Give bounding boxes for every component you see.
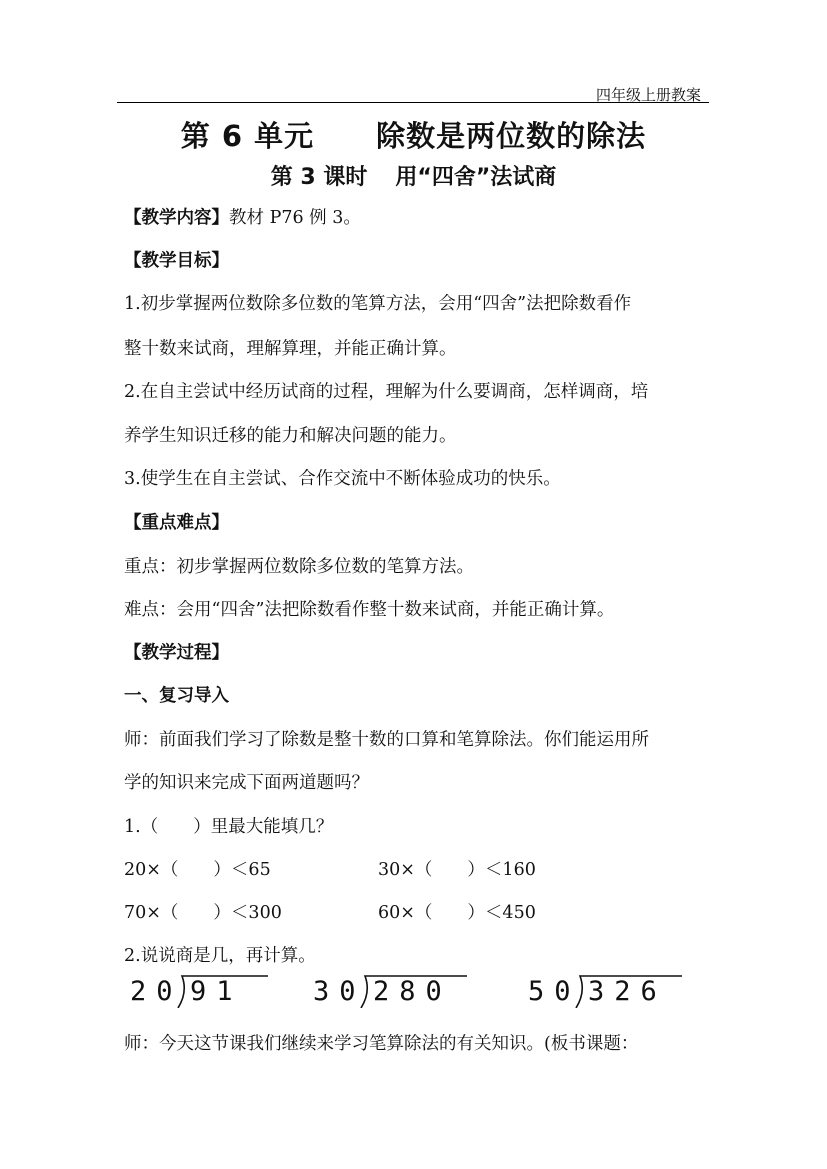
equation-2: 30×（ ）＜160 (378, 860, 536, 880)
dividend: 91 (190, 976, 243, 1007)
lesson-title (0, 160, 827, 191)
goals-heading: 【教学目标】 (124, 251, 229, 271)
goal-2-line-b: 养学生知识迁移的能力和解决问题的能力。 (124, 426, 457, 446)
equation-4: 60×（ ）＜450 (378, 903, 536, 923)
difficult-point: 难点：会用“四舍”法把除数看作整十数来试商，并能正确计算。 (124, 600, 615, 620)
section-review-intro: 一、复习导入 (124, 686, 229, 706)
goal-2-line-a: 2.在自主尝试中经历试商的过程，理解为什么要调商，怎样调商，培 (124, 382, 649, 402)
goal-3: 3.使学生在自主尝试、合作交流中不断体验成功的快乐。 (124, 469, 561, 489)
dividend: 280 (373, 976, 452, 1007)
unit-title (0, 114, 827, 155)
lesson-name: 用“四舍”法试商 (395, 165, 557, 190)
lesson-number: 第 3 课时 (270, 165, 368, 190)
content-label: 【教学内容】 (124, 208, 229, 228)
equation-1: 20×（ ）＜65 (124, 860, 271, 880)
process-heading: 【教学过程】 (124, 643, 229, 663)
divisor: 30 (313, 976, 366, 1007)
teacher-closing: 师：今天这节课我们继续来学习笔算除法的有关知识。(板书课题： (124, 1034, 639, 1054)
long-division-3 (528, 972, 683, 1012)
key-points-heading: 【重点难点】 (124, 513, 229, 533)
page-header (117, 84, 709, 103)
content-line (124, 204, 361, 229)
content-text: 教材 P76 例 3。 (229, 208, 361, 228)
teacher-intro-b: 学的知识来完成下面两道题吗？ (124, 773, 369, 793)
unit-number: 第 6 单元 (180, 119, 315, 153)
long-division-1 (130, 972, 270, 1012)
unit-topic: 除数是两位数的除法 (376, 119, 647, 153)
long-division-2 (313, 972, 468, 1012)
key-point: 重点：初步掌握两位数除多位数的笔算方法。 (124, 557, 474, 577)
goal-1-line-b: 整十数来试商，理解算理，并能正确计算。 (124, 339, 457, 359)
equation-3: 70×（ ）＜300 (124, 903, 282, 923)
question-2-title: 2.说说商是几，再计算。 (124, 946, 316, 966)
divisor: 50 (528, 976, 581, 1007)
header-label: 四年级上册教案 (595, 86, 701, 104)
divisor: 20 (130, 976, 183, 1007)
teacher-intro-a: 师：前面我们学习了除数是整十数的口算和笔算除法。你们能运用所 (124, 730, 649, 750)
goal-1-line-a: 1.初步掌握两位数除多位数的笔算方法，会用“四舍”法把除数看作 (124, 294, 632, 314)
question-1-title: 1.（ ）里最大能填几？ (124, 817, 334, 837)
dividend: 326 (588, 976, 667, 1007)
